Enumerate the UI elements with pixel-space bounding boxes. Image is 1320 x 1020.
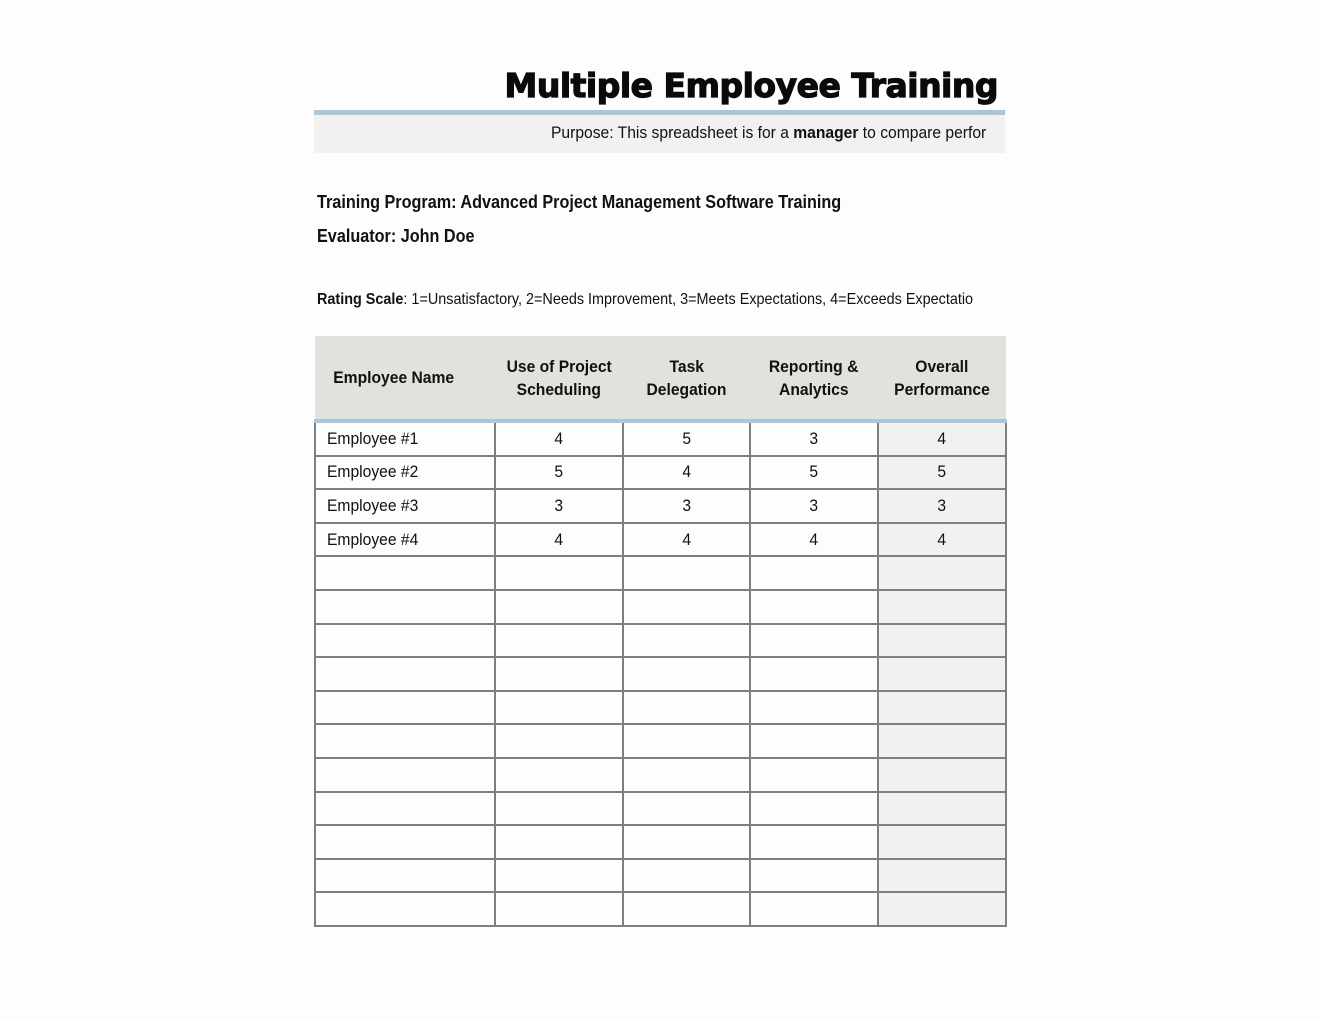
task-delegation-cell[interactable] — [623, 859, 750, 893]
overall-performance-cell[interactable]: 5 — [878, 456, 1006, 490]
column-header-reporting-analytics[interactable]: Reporting & Analytics — [750, 336, 878, 421]
rating-scale — [317, 291, 1005, 309]
column-header-task-delegation[interactable]: Task Delegation — [623, 336, 750, 421]
employee-name-cell[interactable] — [315, 859, 495, 893]
training-program-label: Training Program: Advanced Project Management Software Training — [317, 192, 842, 212]
reporting-analytics-cell[interactable] — [750, 556, 878, 590]
table-row — [315, 489, 1006, 523]
task-delegation-cell[interactable] — [623, 792, 750, 826]
employee-name-cell[interactable] — [315, 758, 495, 792]
evaluator-label: Evaluator: John Doe — [317, 226, 475, 246]
rating-scale-text: : 1=Unsatisfactory, 2=Needs Improvement, 3=Meets Expectations, 4=Exceeds Expectatio — [403, 291, 974, 308]
column-header-project-scheduling[interactable]: Use of Project Scheduling — [495, 336, 623, 421]
table-row — [315, 758, 1006, 792]
reporting-analytics-cell[interactable]: 4 — [750, 523, 878, 557]
reporting-analytics-cell[interactable]: 3 — [750, 421, 878, 456]
reporting-analytics-cell[interactable] — [750, 758, 878, 792]
task-delegation-cell[interactable]: 4 — [623, 456, 750, 490]
overall-performance-cell[interactable] — [878, 624, 1006, 658]
employee-name-cell[interactable]: Employee #1 — [315, 421, 495, 456]
employee-name-cell[interactable] — [315, 624, 495, 658]
task-delegation-cell[interactable]: 5 — [623, 421, 750, 456]
project-scheduling-cell[interactable] — [495, 825, 623, 859]
page-title: Multiple Employee Training — [504, 66, 998, 105]
overall-performance-cell[interactable] — [878, 691, 1006, 725]
overall-performance-cell[interactable] — [878, 724, 1006, 758]
project-scheduling-cell[interactable] — [495, 892, 623, 926]
overall-performance-cell[interactable] — [878, 859, 1006, 893]
evaluation-table — [314, 336, 1007, 927]
table-row — [315, 825, 1006, 859]
task-delegation-cell[interactable] — [623, 556, 750, 590]
reporting-analytics-cell[interactable] — [750, 825, 878, 859]
reporting-analytics-cell[interactable]: 5 — [750, 456, 878, 490]
task-delegation-cell[interactable] — [623, 892, 750, 926]
overall-performance-cell[interactable] — [878, 556, 1006, 590]
project-scheduling-cell[interactable] — [495, 792, 623, 826]
overall-performance-cell[interactable] — [878, 792, 1006, 826]
employee-name-cell[interactable] — [315, 691, 495, 725]
reporting-analytics-cell[interactable] — [750, 590, 878, 624]
overall-performance-cell[interactable] — [878, 892, 1006, 926]
task-delegation-cell[interactable]: 3 — [623, 489, 750, 523]
task-delegation-cell[interactable] — [623, 657, 750, 691]
table-row — [315, 624, 1006, 658]
employee-name-cell[interactable] — [315, 590, 495, 624]
table-row — [315, 523, 1006, 557]
table-row — [315, 859, 1006, 893]
purpose-bold: manager — [793, 123, 859, 142]
purpose-text — [551, 123, 986, 143]
employee-name-cell[interactable] — [315, 556, 495, 590]
table-row — [315, 724, 1006, 758]
table-header-row — [315, 336, 1006, 421]
task-delegation-cell[interactable] — [623, 758, 750, 792]
project-scheduling-cell[interactable] — [495, 657, 623, 691]
table-row — [315, 892, 1006, 926]
overall-performance-cell[interactable] — [878, 825, 1006, 859]
task-delegation-cell[interactable] — [623, 825, 750, 859]
table-row — [315, 421, 1006, 456]
task-delegation-cell[interactable] — [623, 691, 750, 725]
rating-scale-label: Rating Scale — [317, 291, 404, 308]
project-scheduling-cell[interactable] — [495, 556, 623, 590]
project-scheduling-cell[interactable] — [495, 724, 623, 758]
purpose-suffix: to compare perfor — [858, 123, 987, 142]
reporting-analytics-cell[interactable] — [750, 624, 878, 658]
table-row — [315, 691, 1006, 725]
reporting-analytics-cell[interactable] — [750, 859, 878, 893]
purpose-prefix: Purpose: This spreadsheet is for a — [551, 123, 794, 142]
project-scheduling-cell[interactable] — [495, 859, 623, 893]
task-delegation-cell[interactable] — [623, 624, 750, 658]
overall-performance-cell[interactable] — [878, 590, 1006, 624]
employee-name-cell[interactable]: Employee #3 — [315, 489, 495, 523]
project-scheduling-cell[interactable] — [495, 590, 623, 624]
reporting-analytics-cell[interactable]: 3 — [750, 489, 878, 523]
column-header-employee-name[interactable]: Employee Name — [315, 336, 495, 421]
task-delegation-cell[interactable] — [623, 590, 750, 624]
table-row — [315, 556, 1006, 590]
task-delegation-cell[interactable]: 4 — [623, 523, 750, 557]
employee-name-cell[interactable] — [315, 892, 495, 926]
project-scheduling-cell[interactable]: 3 — [495, 489, 623, 523]
reporting-analytics-cell[interactable] — [750, 724, 878, 758]
overall-performance-cell[interactable]: 4 — [878, 421, 1006, 456]
employee-name-cell[interactable] — [315, 792, 495, 826]
overall-performance-cell[interactable] — [878, 758, 1006, 792]
purpose-banner — [314, 115, 1005, 153]
project-scheduling-cell[interactable]: 4 — [495, 421, 623, 456]
reporting-analytics-cell[interactable] — [750, 657, 878, 691]
employee-name-cell[interactable] — [315, 657, 495, 691]
project-scheduling-cell[interactable]: 5 — [495, 456, 623, 490]
project-scheduling-cell[interactable] — [495, 624, 623, 658]
project-scheduling-cell[interactable] — [495, 758, 623, 792]
table-row — [315, 590, 1006, 624]
task-delegation-cell[interactable] — [623, 724, 750, 758]
overall-performance-cell[interactable]: 4 — [878, 523, 1006, 557]
employee-name-cell[interactable] — [315, 724, 495, 758]
employee-name-cell[interactable] — [315, 825, 495, 859]
reporting-analytics-cell[interactable] — [750, 892, 878, 926]
column-header-overall-performance[interactable]: Overall Performance — [878, 336, 1006, 421]
table-row — [315, 792, 1006, 826]
table-row — [315, 657, 1006, 691]
reporting-analytics-cell[interactable] — [750, 691, 878, 725]
overall-performance-cell[interactable]: 3 — [878, 489, 1006, 523]
employee-name-cell[interactable]: Employee #2 — [315, 456, 495, 490]
project-scheduling-cell[interactable] — [495, 691, 623, 725]
employee-name-cell[interactable]: Employee #4 — [315, 523, 495, 557]
table-row — [315, 456, 1006, 490]
reporting-analytics-cell[interactable] — [750, 792, 878, 826]
project-scheduling-cell[interactable]: 4 — [495, 523, 623, 557]
overall-performance-cell[interactable] — [878, 657, 1006, 691]
